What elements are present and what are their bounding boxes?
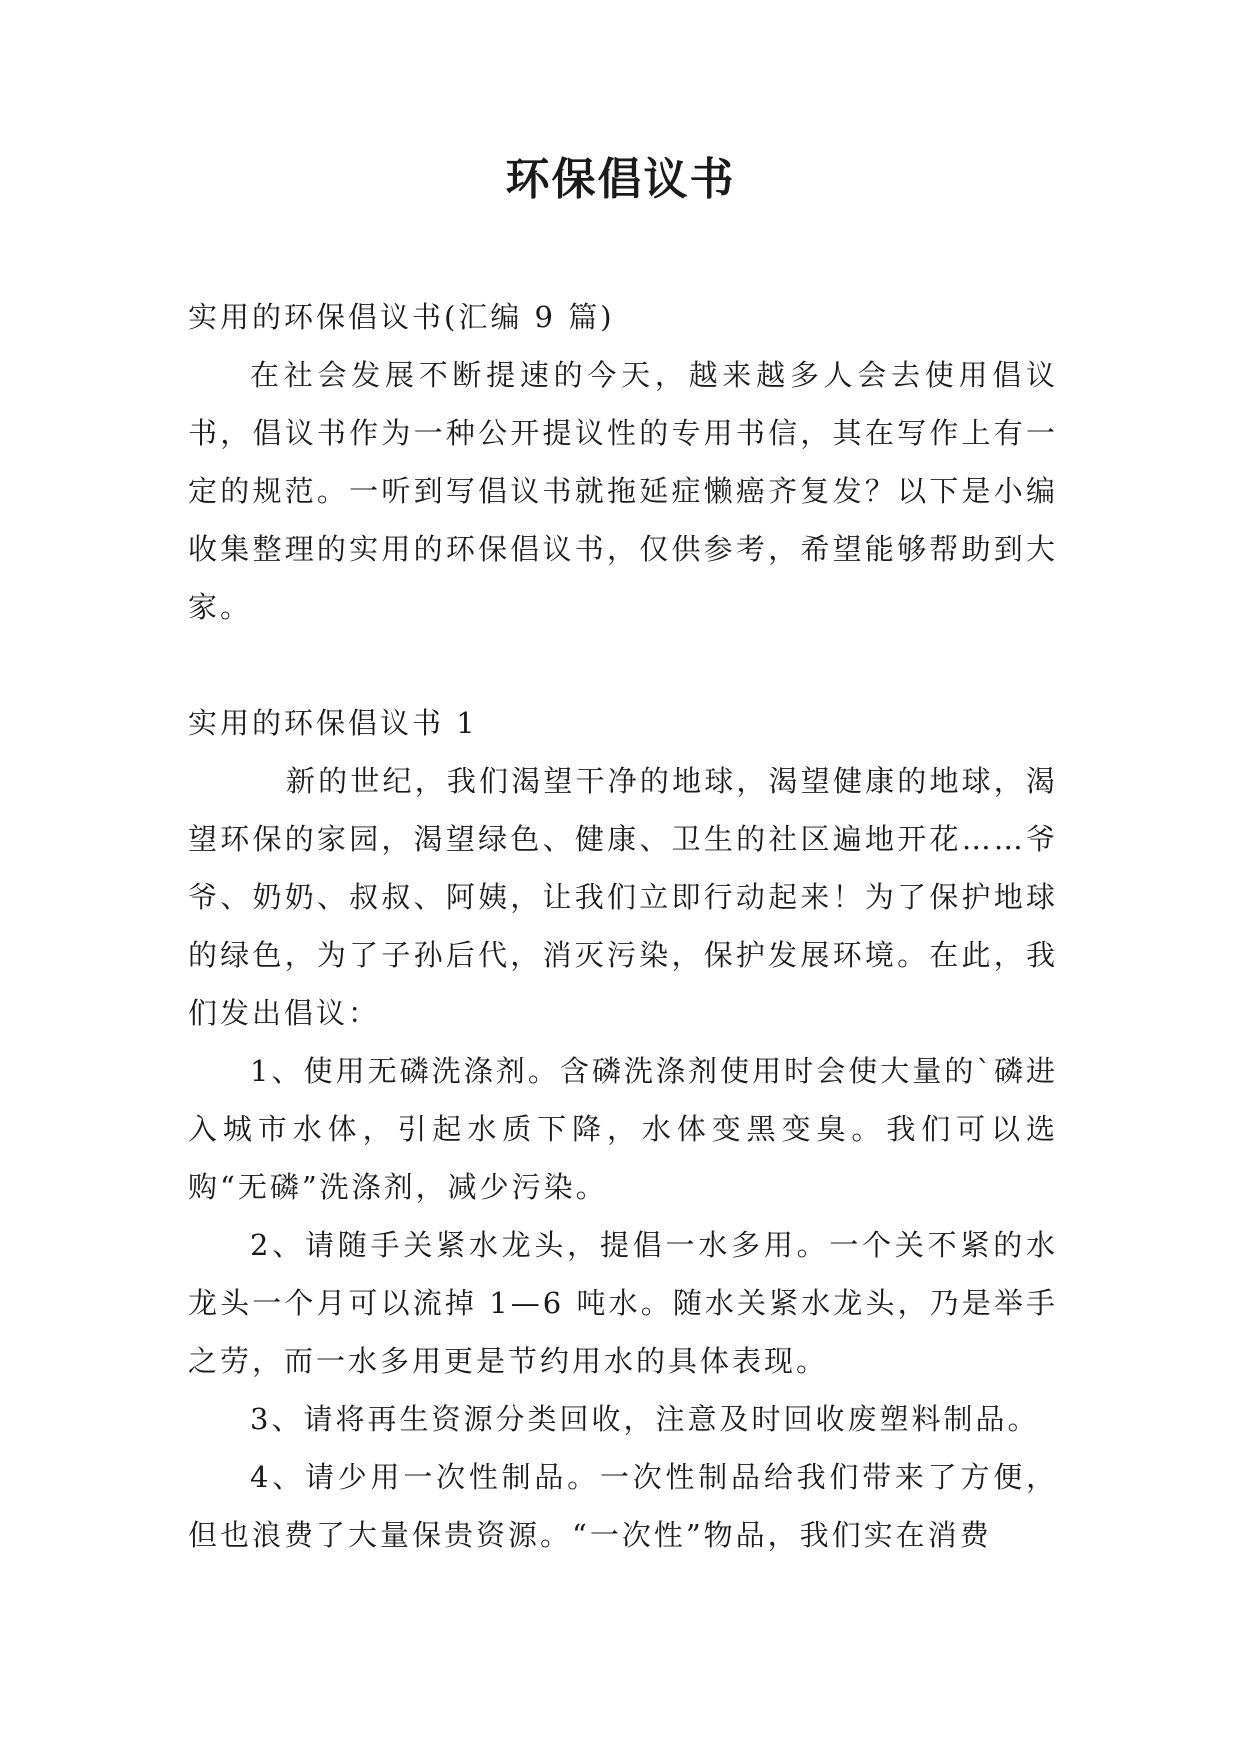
list-item-1: 1、使用无磷洗涤剂。含磷洗涤剂使用时会使大量的`磷进入城市水体，引起水质下降，水体变黑变臭。我们可以选购“无磷”洗涤剂，减少污染。 xyxy=(188,1054,1058,1204)
section-intro-paragraph: 新的世纪，我们渴望干净的地球，渴望健康的地球，渴望环保的家园，渴望绿色、健康、卫生的社区遍地开花……爷爷、奶奶、叔叔、阿姨，让我们立即行动起来！为了保护地球的绿色，为了子孙后代，消灭污染，保护发展环境。在此，我们发出倡议： xyxy=(188,764,1058,1030)
list-item-2: 2、请随手关紧水龙头，提倡一水多用。一个关不紧的水龙头一个月可以流掉 1—6 吨水。随水关紧水龙头，乃是举手之劳，而一水多用更是节约用水的具体表现。 xyxy=(188,1228,1058,1378)
document-title: 环保倡议书 xyxy=(505,154,736,205)
paragraph-gap xyxy=(188,636,1058,694)
section-heading: 实用的环保倡议书 1 xyxy=(188,706,478,740)
document-body xyxy=(188,288,1058,1564)
intro-paragraph: 在社会发展不断提速的今天，越来越多人会去使用倡议书，倡议书作为一种公开提议性的专用书信，其在写作上有一定的规范。一听到写倡议书就拖延症懒癌齐复发？以下是小编收集整理的实用的环保倡议书，仅供参考，希望能够帮助到大家。 xyxy=(188,358,1058,624)
document-subtitle: 实用的环保倡议书(汇编 9 篇) xyxy=(188,300,615,334)
list-item-3: 3、请将再生资源分类回收，注意及时回收废塑料制品。 xyxy=(250,1402,1040,1436)
list-item-4: 4、请少用一次性制品。一次性制品给我们带来了方便，但也浪费了大量保贵资源。“一次性”物品，我们实在消费 xyxy=(188,1460,1058,1552)
